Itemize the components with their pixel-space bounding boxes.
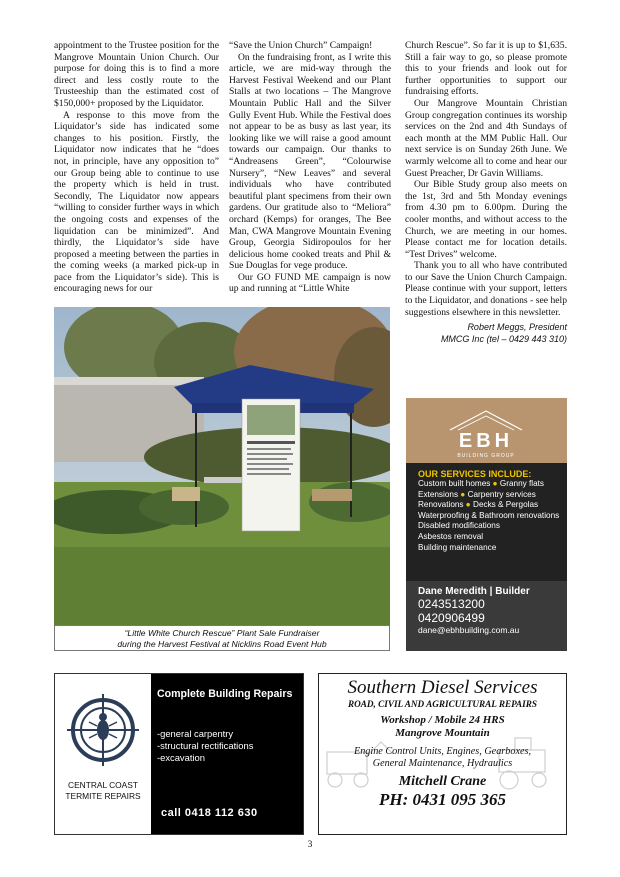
service-line: Building maintenance (418, 542, 497, 552)
service-line: Waterproofing & Bathroom renovations (418, 510, 560, 520)
diesel-location: Mangrove Mountain (395, 727, 490, 739)
service-line: Custom built homes ● Granny flats (418, 479, 545, 488)
service-line: Extensions ● Carpentry services (418, 489, 536, 499)
ebh-logo-text: EBH (458, 430, 514, 452)
email: dane@ebhbuilding.com.au (418, 625, 520, 635)
article-paragraph: Our Bible Study group also meets on the 1st, 3rd and 5th Monday evenings from 4.30 pm to 6.00pm. During the cooler months, and without access to the Church, we are meeting in our homes. Please contact me for location details. “Test Drives” welcome. (405, 179, 567, 260)
service-line: Disabled modifications (418, 521, 500, 531)
contact-name: Dane Meredith | Builder (418, 586, 530, 597)
diesel-services: General Maintenance, Hydraulics (372, 758, 513, 769)
ebh-building-ad (406, 398, 567, 651)
phone-number: 0420906499 (418, 611, 485, 625)
phone-number: 0243513200 (418, 597, 485, 611)
diesel-subtitle: ROAD, CIVIL AND AGRICULTURAL REPAIRS (348, 699, 537, 709)
termite-title: Complete Building Repairs (157, 688, 293, 700)
article-paragraph: Our GO FUND ME campaign is now up and running at “Little White (229, 271, 391, 295)
service-item: -excavation (157, 752, 205, 763)
article-paragraph: “Save the Union Church” Campaign! (229, 40, 373, 51)
termite-target-icon (55, 674, 151, 774)
termite-brand: CENTRAL COAST TERMITE REPAIRS (65, 780, 141, 801)
article-column-2 (229, 40, 391, 295)
ebh-services (406, 463, 567, 581)
southern-diesel-ad (318, 673, 567, 835)
ebh-logo-subtitle: BUILDING GROUP (457, 453, 515, 459)
diesel-contact: Mitchell Crane (398, 774, 487, 789)
service-line: Renovations ● Decks & Pergolas (418, 500, 539, 510)
article-paragraph: Thank you to all who have contributed to our Save the Union Church Campaign. Please continue with your support, letters to the Liquidator, and donations - see help suggestions elsewhere in this newsletter. (405, 260, 567, 318)
service-line: Asbestos removal (418, 531, 484, 541)
services-heading: OUR SERVICES INCLUDE: (418, 469, 532, 479)
signature-name: Robert Meggs, President (467, 322, 567, 333)
termite-repairs-ad (54, 673, 304, 835)
caption-line: during the Harvest Festival at Nicklins Road Event Hub (117, 639, 327, 649)
article-paragraph: appointment to the Trustee position for the Mangrove Mountain Union Church. Our purpose for doing this is to find a more direct and less costly route to the Trusteeship than the estimated cost of $150,000+ proposed by the Liquidator. (54, 40, 219, 109)
photo-caption (54, 625, 390, 651)
article-column-1 (54, 40, 219, 295)
article-column-3 (405, 40, 567, 345)
diesel-title: Southern Diesel Services (347, 677, 538, 698)
termite-logo-panel (55, 674, 151, 834)
ebh-logo (444, 408, 528, 468)
termite-info-panel (151, 674, 303, 834)
termite-phone: call 0418 112 630 (161, 807, 258, 819)
ebh-contact (406, 581, 567, 651)
diesel-services: Engine Control Units, Engines, Gearboxes, (353, 746, 532, 757)
article-paragraph: Church Rescue”. So far it is up to $1,635. Still a fair way to go, so please promote this to your friends and look out for further opportunities to support our fundraising efforts. (405, 40, 567, 98)
service-item: -structural rectifications (157, 740, 254, 751)
article-paragraph: A response to this move from the Liquidator’s side has indicated some changes to his position. Firstly, the Liquidator now indicates that he “does not, in principle, have any opposition to” our Group being able to continue to use the property which is held in trust. Secondly, The Liquidator now appears “willing to consider further ways in which the ongoing costs and expenses of the liquidation can be minimized”. And thirdly, the Liquidator’s side have proposed a meeting between the parties in the coming weeks (a marked pick-up in pace from the Liquidator’s side). This is encouraging news for our (54, 109, 219, 295)
page-number: 3 (307, 840, 313, 850)
caption-line: “Little White Church Rescue” Plant Sale Fundraiser (124, 628, 320, 638)
signature (405, 321, 567, 345)
house-roof-icon (444, 408, 528, 432)
plant-sale-photo-illustration (54, 307, 390, 625)
diesel-workshop: Workshop / Mobile 24 HRS (380, 714, 505, 726)
article-paragraph: Our Mangrove Mountain Christian Group congregation continues its worship services on the 2nd and 4th Sundays of each month at the MM Public Hall. Our next service is on Sunday 26th June. We warmly welcome all to come and hear our Guest Preacher, Dr Gavin Williams. (405, 97, 567, 179)
diesel-phone: PH: 0431 095 365 (378, 790, 507, 809)
article-paragraph: On the fundraising front, as I write this article, we are mid-way through the Harvest Festival Weekend and our Plant Stalls at two locations – The Mangrove Mountain Public Hall and the Silver Gully Event Hub. While the Festival does not appear to be as busy as last year, its looking like we will raise a good amount towards our campaign. Our thanks to “Andreasens Green”, “Colourwise Nursery”, “New Leaves” and several individuals who have contributed beautiful plant specimens from their own gardens. Our gratitude also to “Meliora” orchard (Kemps) for oranges, The Bee Man, CWA Mangrove Mountain Evening Group, Georgia Sidiropoulos for her delicious home cooked treats and Phil & Sue Douglas for vege produce. (229, 51, 391, 272)
service-item: -general carpentry (157, 728, 234, 739)
signature-org: MMCG Inc (tel – 0429 443 310) (440, 334, 567, 345)
termite-services (151, 700, 303, 764)
plant-sale-photo (54, 307, 390, 625)
